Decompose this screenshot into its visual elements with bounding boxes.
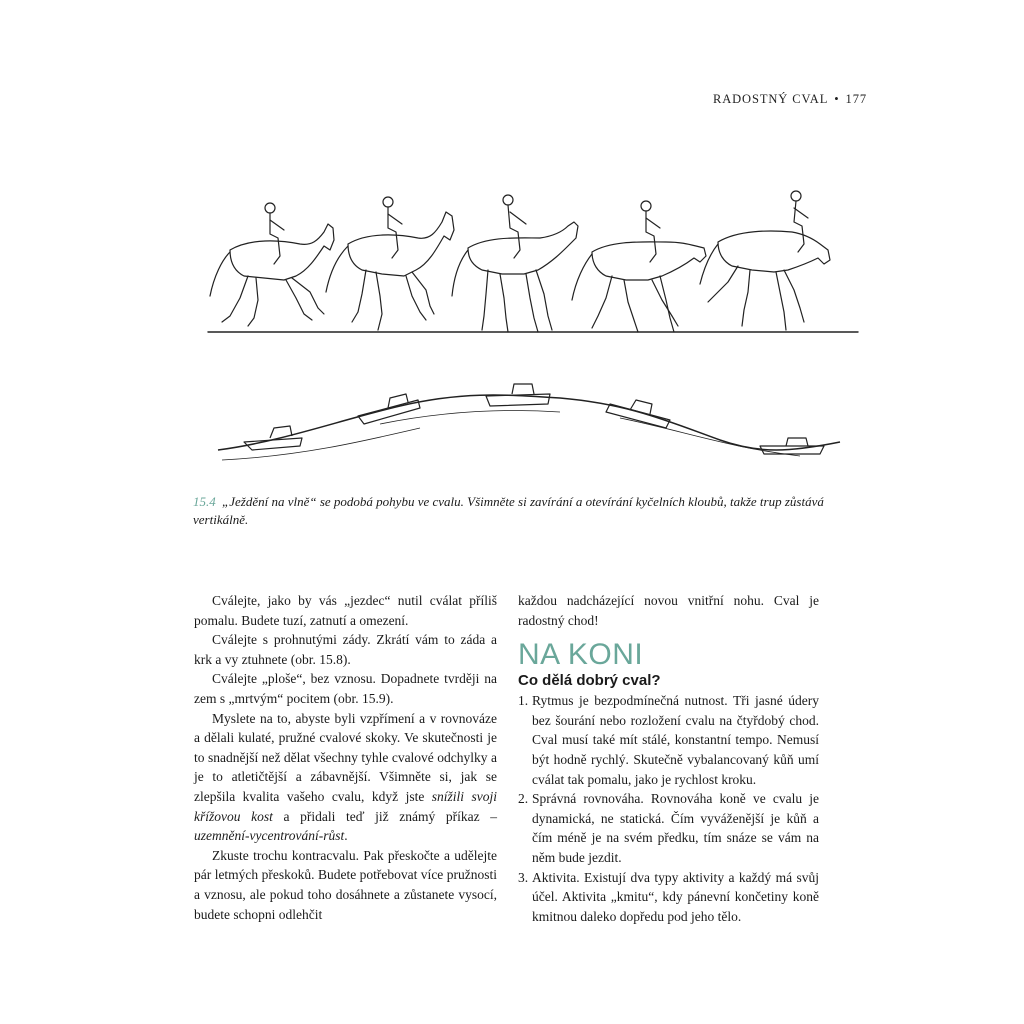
paragraph: Cválejte, jako by vás „jezdec“ nutil cválat příliš pomalu. Budete tuzí, zatnutí a omezení. bbox=[194, 593, 497, 628]
horse-rider-4 bbox=[572, 201, 706, 332]
paragraph-text: Myslete na to, abyste byli vzpřímení a v rovnováze a dělali kulaté, pružné cvalové skoky. Ve skutečnosti je to snadnější než dělat všechny tyhle cvalové odchylky a je to atletičtější a zábavnější. Všimněte si, jak se zlepšila kvalita vašeho cvalu, když jste bbox=[194, 710, 497, 804]
figure-caption-text: „Ježdění na vlně“ se podobá pohybu ve cvalu. Všimněte si zavírání a otevírání kyčelních kloubů, takže trup zůstává vertikálně. bbox=[193, 494, 824, 527]
boat-4 bbox=[606, 400, 670, 428]
page-number: 177 bbox=[845, 92, 867, 106]
boat-1 bbox=[244, 426, 302, 450]
left-column bbox=[194, 591, 497, 924]
list-number: 2. bbox=[518, 791, 529, 807]
subheading: Co dělá dobrý cval? bbox=[518, 672, 661, 690]
list-number: 1. bbox=[518, 693, 529, 709]
horse-rider-5 bbox=[700, 191, 830, 330]
paragraph: Zkuste trochu kontracvalu. Pak přeskočte a udělejte pár letmých přeskoků. Budete potřebovat více pružnosti a vznosu, ale pokud toho dosáhnete a zůstanete vysocí, budete schopni odlehčit bbox=[194, 847, 497, 922]
list-number: 3. bbox=[518, 869, 529, 885]
figure-caption bbox=[193, 493, 833, 529]
running-head bbox=[713, 92, 867, 107]
figure-illustration bbox=[200, 180, 865, 480]
horse-sequence bbox=[208, 191, 858, 332]
paragraph-text: a přidali teď již známý příkaz – bbox=[283, 808, 497, 824]
figure-number: 15.4 bbox=[193, 494, 216, 509]
paragraph: Cválejte „ploše“, bez vznosu. Dopadnete tvrději na zem s „mrtvým“ pocitem (obr. 15.9). bbox=[194, 671, 497, 706]
numbered-list bbox=[518, 691, 819, 926]
wave-line bbox=[218, 395, 840, 450]
paragraph: Cválejte s prohnutými zády. Zkrátí vám to záda a krk a vy ztuhnete (obr. 15.8). bbox=[194, 632, 497, 667]
list-item-text: Správná rovnováha. Rovnováha koně ve cvalu je dynamická, ne statická. Čím vyváženější je kůň a čím méně je na svém předku, tím snáze se vám na něm bude jezdit. bbox=[532, 791, 819, 865]
bullet: • bbox=[834, 92, 840, 106]
paragraph-continuation: každou nadcházející novou vnitřní nohu. Cval je radostný chod! bbox=[518, 593, 819, 628]
section-title: NA KONI bbox=[518, 638, 644, 672]
horse-rider-2 bbox=[326, 197, 454, 330]
running-title: RADOSTNÝ CVAL bbox=[712, 92, 829, 106]
paragraph-with-emphasis bbox=[194, 709, 497, 846]
boats-on-wave bbox=[218, 384, 840, 460]
list-item bbox=[518, 789, 819, 867]
list-item bbox=[518, 868, 819, 927]
list-item-text: Rytmus je bezpodmínečná nutnost. Tři jasné údery bez šourání nebo rozložení cvalu na čtyřdobý chod. Cval musí také mít stálé, konstantní tempo. Nemusí být hodně rychlý. Skutečně vybalancovaný kůň umí cválat tak pomalu, jako je rychlost kroku. bbox=[532, 693, 819, 787]
horse-rider-1 bbox=[210, 203, 334, 326]
list-item bbox=[518, 691, 819, 789]
horse-rider-3 bbox=[452, 195, 578, 332]
emphasis-text: snížili svoji křížovou kost bbox=[194, 788, 497, 824]
right-column bbox=[518, 591, 819, 926]
emphasis-text: uzemnění-vycentrování-růst bbox=[194, 828, 345, 844]
list-item-text: Aktivita. Existují dva typy aktivity a každý má svůj účel. Aktivita „kmitu“, kdy pánevní končetiny koně kmitnou daleko dopředu pod jeho tělo. bbox=[532, 869, 819, 924]
paragraph-text: . bbox=[344, 828, 348, 844]
